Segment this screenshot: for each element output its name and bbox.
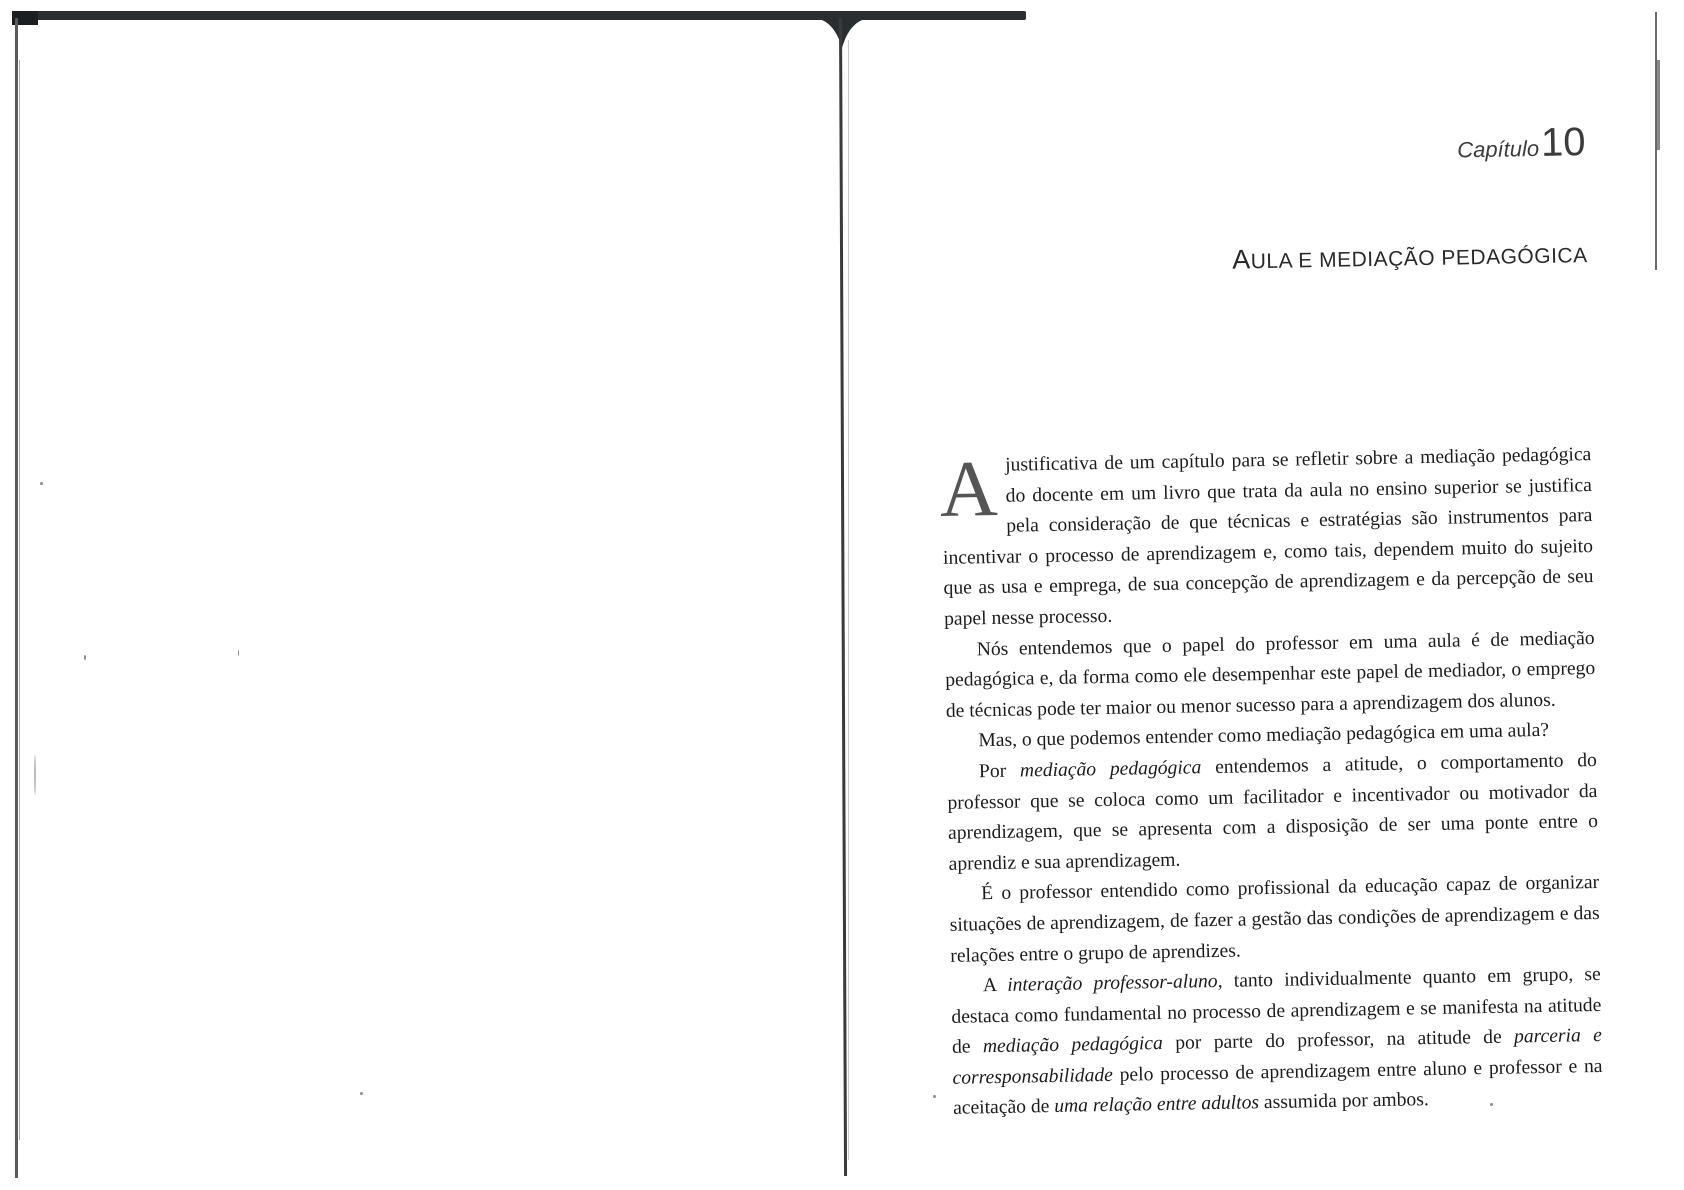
paragraph: Mas, o que podemos entender como mediação pedagógica em uma aula?: [978, 720, 1550, 752]
chapter-title-rest: ULA E MEDIAÇÃO PEDAGÓGICA: [1250, 244, 1588, 274]
chapter-number: 10: [1540, 120, 1586, 165]
emphasis: uma relação entre adultos: [1054, 1092, 1260, 1118]
book-gutter: [839, 18, 847, 1176]
book-gutter-line: [848, 40, 849, 1160]
paragraph: [951, 960, 1604, 1125]
paragraph: Nós entendemos que o papel do professor em uma aula é de mediação pedagógica e, da forma como ele desempenhar este papel de mediador, o emprego de técnicas pode ter maior ou menor sucesso para a aprendizagem dos alunos.: [945, 627, 1596, 722]
scan-speck: [34, 755, 36, 795]
chapter-word: Capítulo: [1456, 135, 1540, 163]
right-page-edge-shadow: [1657, 60, 1660, 150]
paragraph-text: pelo processo de aprendizagem entre aluno e professor e na aceitação de: [952, 1055, 1603, 1120]
emphasis: mediação pedagógica: [982, 1033, 1164, 1058]
scan-speck: [84, 655, 86, 660]
scan-top-shadow: [12, 11, 1026, 20]
scan-speck: [933, 1095, 936, 1098]
paragraph-text: por parte do professor, na atitude de: [1162, 1026, 1515, 1055]
chapter-body: [938, 440, 1603, 1125]
emphasis: mediação pedagógica: [1019, 757, 1202, 782]
left-page-edge: [15, 18, 18, 1178]
scan-speck: [238, 650, 239, 656]
paragraph-text: entendemos a atitude, o comportamento do professor que se coloca como um facilitador e incentivador ou motivador da aprendizagem, que se apresenta com a disposição de ser uma ponte entre o aprendiz e sua aprendizagem.: [947, 749, 1599, 875]
emphasis: interação professor-aluno: [1007, 971, 1218, 996]
paragraph: É o professor entendido como profissional da educação capaz de organizar situações de aprendizagem, de fazer a gestão das condições de aprendizagem e das relações entre o grupo de aprendizes.: [949, 872, 1600, 967]
chapter-label: [1457, 120, 1586, 167]
drop-cap: A: [938, 444, 999, 534]
paragraph-text: justificativa de um capítulo para se refletir sobre a mediação pedagógica do docente em um livro que trata da aula no ensino superior se justifica pela consideração de que técnicas e estratégias são instrumentos para incentivar o processo de aprendizagem e, como tais, dependem muito do sujeito que as usa e emprega, de sua concepção de aprendizagem e da percepção de seu papel nesse processo.: [942, 444, 1594, 630]
paragraph: [938, 440, 1594, 635]
scan-speck: [360, 1092, 363, 1095]
paragraph-text: , tanto individualmente quanto em grupo, se destaca como fundamental no processo de aprendizagem e se manifesta na atitude de: [951, 964, 1602, 1059]
chapter-title: [1232, 238, 1588, 276]
paragraph-text: assumida por ambos.: [1258, 1089, 1429, 1114]
right-page: [935, 108, 1604, 1160]
scan-speck: [40, 482, 43, 485]
left-page-edge-line: [19, 60, 20, 1140]
paragraph-text: Por: [978, 760, 1021, 783]
emphasis: parceria e corresponsabilidade: [952, 1025, 1603, 1089]
paragraph: [947, 746, 1599, 880]
paragraph-text: A: [982, 974, 1008, 997]
chapter-title-initial: A: [1231, 244, 1251, 275]
